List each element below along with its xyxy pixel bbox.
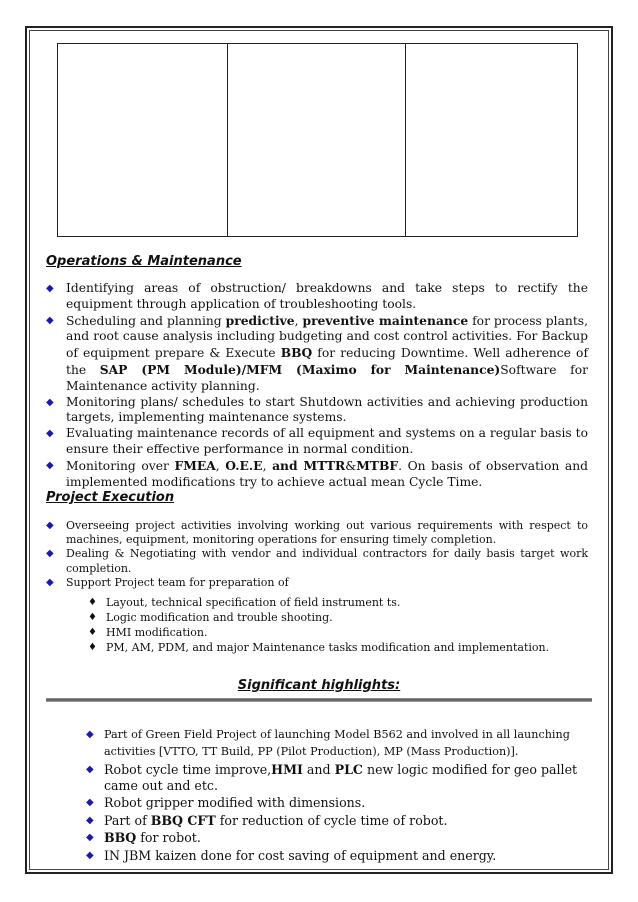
list-item: ◆ Monitoring plans/ schedules to start Shutdown activities and achieving production targets, implementing maintenance systems. bbox=[46, 394, 588, 425]
list-item: ♦ PM, AM, PDM, and major Maintenance tasks modification and implementation. bbox=[88, 641, 550, 654]
list-item: ◆ Evaluating maintenance records of all equipment and systems on a regular basis to ensure their effective performance in normal condition. bbox=[46, 426, 588, 456]
diamond-bullet-icon: ◆ bbox=[46, 459, 54, 471]
empty-table bbox=[57, 43, 578, 237]
list-item: ◆ BBQ for robot. bbox=[86, 830, 201, 845]
diamond-bullet-icon: ◆ bbox=[46, 428, 54, 440]
list-item: ◆ IN JBM kaizen done for cost saving of equipment and energy. bbox=[86, 847, 497, 863]
list-item: ♦ Logic modification and trouble shooting. bbox=[88, 611, 333, 624]
section-title-operations: Operations & Maintenance bbox=[46, 254, 242, 269]
list-item: ♦ Layout, technical specification of field instrument ts. bbox=[88, 596, 401, 609]
diamond-bullet-icon: ♦ bbox=[88, 612, 97, 623]
diamond-bullet-icon: ♦ bbox=[88, 597, 97, 608]
diamond-bullet-icon: ◆ bbox=[46, 548, 54, 560]
diamond-bullet-icon: ◆ bbox=[86, 764, 94, 775]
list-item: ◆ Monitoring over FMEA, O.E.E, and MTTR&MTBF. On basis of observation and implemented modifications try to achieve actual mean Cycle Time. bbox=[46, 457, 588, 489]
project-sublist bbox=[88, 595, 588, 655]
diamond-bullet-icon: ◆ bbox=[86, 832, 94, 843]
diamond-bullet-icon: ♦ bbox=[88, 627, 97, 638]
table-cell bbox=[406, 44, 577, 236]
section-title-project: Project Execution bbox=[46, 490, 175, 505]
diamond-bullet-icon: ◆ bbox=[86, 797, 94, 808]
diamond-bullet-icon: ♦ bbox=[88, 642, 97, 653]
list-item: ◆ Robot cycle time improve,HMI and PLC new logic modified for geo pallet came out and etc. bbox=[86, 762, 578, 793]
diamond-bullet-icon: ◆ bbox=[46, 520, 54, 531]
diamond-bullet-icon: ◆ bbox=[46, 314, 54, 326]
list-item: ◆ Identifying areas of obstruction/ breakdowns and take steps to rectify the equipment through application of troubleshooting tools. bbox=[46, 281, 588, 311]
list-item: ◆ Support Project team for preparation of bbox=[46, 575, 289, 589]
list-item: ◆ Robot gripper modified with dimensions. bbox=[86, 795, 366, 810]
table-cell bbox=[58, 44, 228, 236]
diamond-bullet-icon: ◆ bbox=[46, 576, 54, 588]
highlights-list bbox=[86, 726, 588, 863]
list-item: ◆ Scheduling and planning predictive, preventive maintenance for process plants, and root cause analysis including budgeting and cost control activities. For Backup of equipment prepare & Execute BBQ for reducing Downtime. Well adherence of the SAP (PM Module)/MFM (Maximo for Maintenance)Software for Maintenance activity planning. bbox=[46, 312, 589, 393]
project-list bbox=[46, 519, 588, 590]
operations-list bbox=[46, 281, 588, 490]
table-cell bbox=[228, 44, 405, 236]
list-item: ◆ Dealing & Negotiating with vendor and individual contractors for daily basis target work completion. bbox=[46, 547, 588, 575]
section-title-highlights: Significant highlights: bbox=[237, 678, 401, 693]
diamond-bullet-icon: ◆ bbox=[86, 814, 94, 826]
divider bbox=[46, 698, 592, 702]
list-item: ♦ HMI modification. bbox=[88, 626, 208, 639]
diamond-bullet-icon: ◆ bbox=[86, 849, 94, 861]
list-item: ◆ Overseeing project activities involving working out various requirements with respect to machines, equipment, monitoring operations for ensuring timely completion. bbox=[46, 519, 588, 547]
diamond-bullet-icon: ◆ bbox=[46, 283, 54, 294]
diamond-bullet-icon: ◆ bbox=[46, 396, 54, 408]
diamond-bullet-icon: ◆ bbox=[86, 729, 94, 740]
list-item: ◆ Part of Green Field Project of launching Model B562 and involved in all launching activities [VTTO, TT Build, PP (Pilot Production), MP (Mass Production)]. bbox=[86, 728, 570, 758]
list-item: ◆ Part of BBQ CFT for reduction of cycle time of robot. bbox=[86, 812, 448, 828]
